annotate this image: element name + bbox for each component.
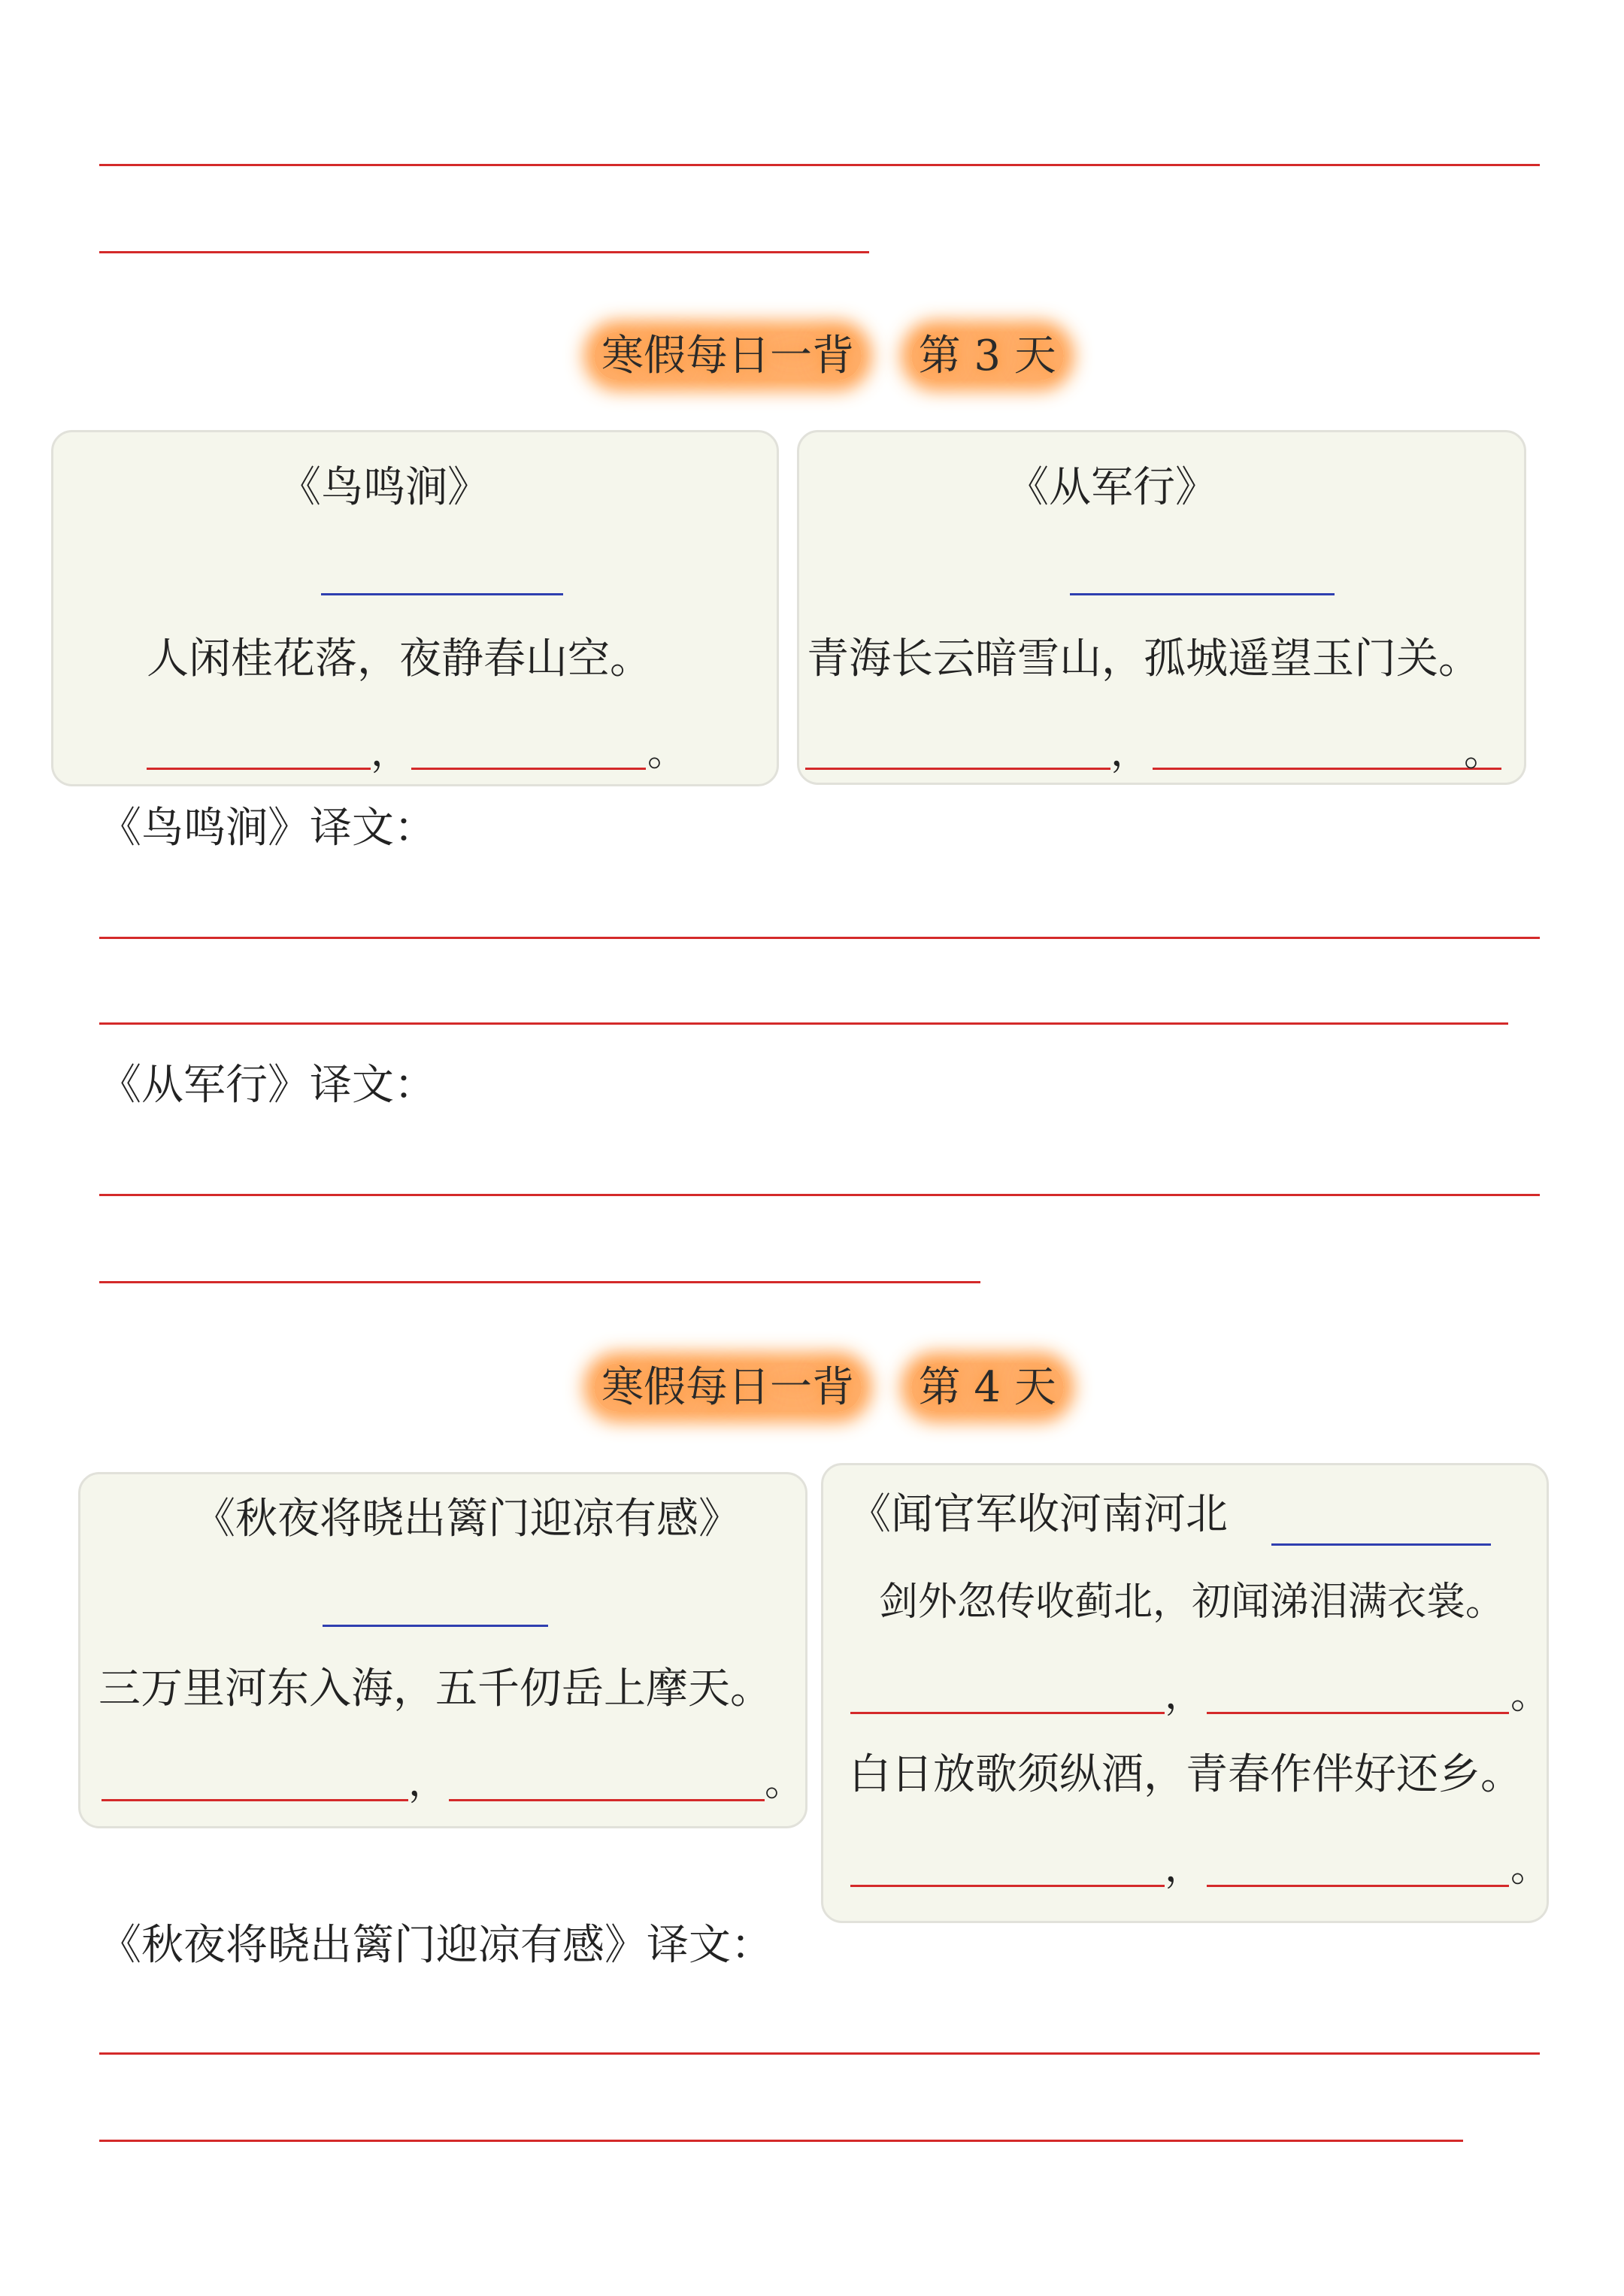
poem-line: 白日放歌须纵酒，青春作伴好还乡。 (849, 1750, 1522, 1799)
comma-mark: ， (1110, 730, 1150, 775)
period-mark: 。 (1510, 1673, 1550, 1718)
answer-blank[interactable] (449, 1799, 765, 1801)
period-mark: 。 (765, 1760, 804, 1805)
poem-line: 剑外忽传收蓟北，初闻涕泪满衣裳。 (879, 1580, 1505, 1625)
answer-blank[interactable] (147, 768, 371, 770)
day3-heading-title: 寒假每日一背 (594, 332, 862, 380)
answer-blank[interactable] (411, 768, 646, 770)
poem-line: 三万里河东入海，五千仞岳上摩天。 (98, 1664, 772, 1713)
answer-blank[interactable] (1207, 1885, 1509, 1887)
day4-heading (594, 1358, 1064, 1418)
comma-mark: ， (1165, 1673, 1204, 1718)
period-mark: 。 (647, 730, 687, 775)
day3-heading (594, 326, 1064, 386)
day3-heading-day: 第 3 天 (911, 332, 1064, 380)
translation-label: 《从军行》译文： (99, 1061, 436, 1110)
answer-blank[interactable] (102, 1799, 408, 1801)
translation-line[interactable] (99, 1022, 1508, 1025)
day4-heading-day: 第 4 天 (911, 1363, 1064, 1412)
poem-title: 《鸟鸣涧》 (279, 463, 489, 512)
poem-card-qiuye (78, 1472, 807, 1828)
translation-label: 《秋夜将晓出篱门迎凉有感》译文： (99, 1921, 773, 1970)
poem-card-congjunxing (797, 430, 1526, 785)
answer-line[interactable] (99, 251, 869, 253)
translation-line[interactable] (99, 937, 1540, 939)
poem-card-niaomingjian (51, 430, 779, 786)
author-blank[interactable] (1070, 593, 1335, 595)
translation-line[interactable] (99, 2140, 1463, 2142)
poem-card-wenguanjun (821, 1463, 1549, 1923)
answer-blank[interactable] (850, 1885, 1165, 1887)
comma-mark: ， (408, 1760, 448, 1805)
comma-mark: ， (1165, 1846, 1204, 1891)
poem-line: 人闲桂花落，夜静春山空。 (147, 635, 652, 683)
translation-line[interactable] (99, 1194, 1540, 1196)
comma-mark: ， (371, 730, 411, 775)
period-mark: 。 (1510, 1846, 1550, 1891)
poem-line: 青海长云暗雪山，孤城遥望玉门关。 (807, 635, 1480, 683)
period-mark: 。 (1464, 730, 1504, 775)
translation-line[interactable] (99, 1281, 980, 1283)
translation-label: 《鸟鸣涧》译文： (99, 804, 436, 853)
author-blank[interactable] (1271, 1543, 1491, 1546)
answer-blank[interactable] (850, 1712, 1165, 1714)
poem-title: 《秋夜将晓出篱门迎凉有感》 (193, 1495, 741, 1543)
answer-blank[interactable] (1153, 768, 1501, 770)
translation-line[interactable] (99, 2052, 1540, 2055)
author-blank[interactable] (321, 593, 563, 595)
poem-title: 《闻官军收河南河北 (849, 1490, 1228, 1539)
day4-heading-title: 寒假每日一背 (594, 1363, 862, 1412)
poem-title: 《从军行》 (1007, 463, 1217, 512)
author-blank[interactable] (323, 1625, 548, 1627)
answer-blank[interactable] (1207, 1712, 1509, 1714)
answer-blank[interactable] (805, 768, 1110, 770)
answer-line[interactable] (99, 164, 1540, 166)
